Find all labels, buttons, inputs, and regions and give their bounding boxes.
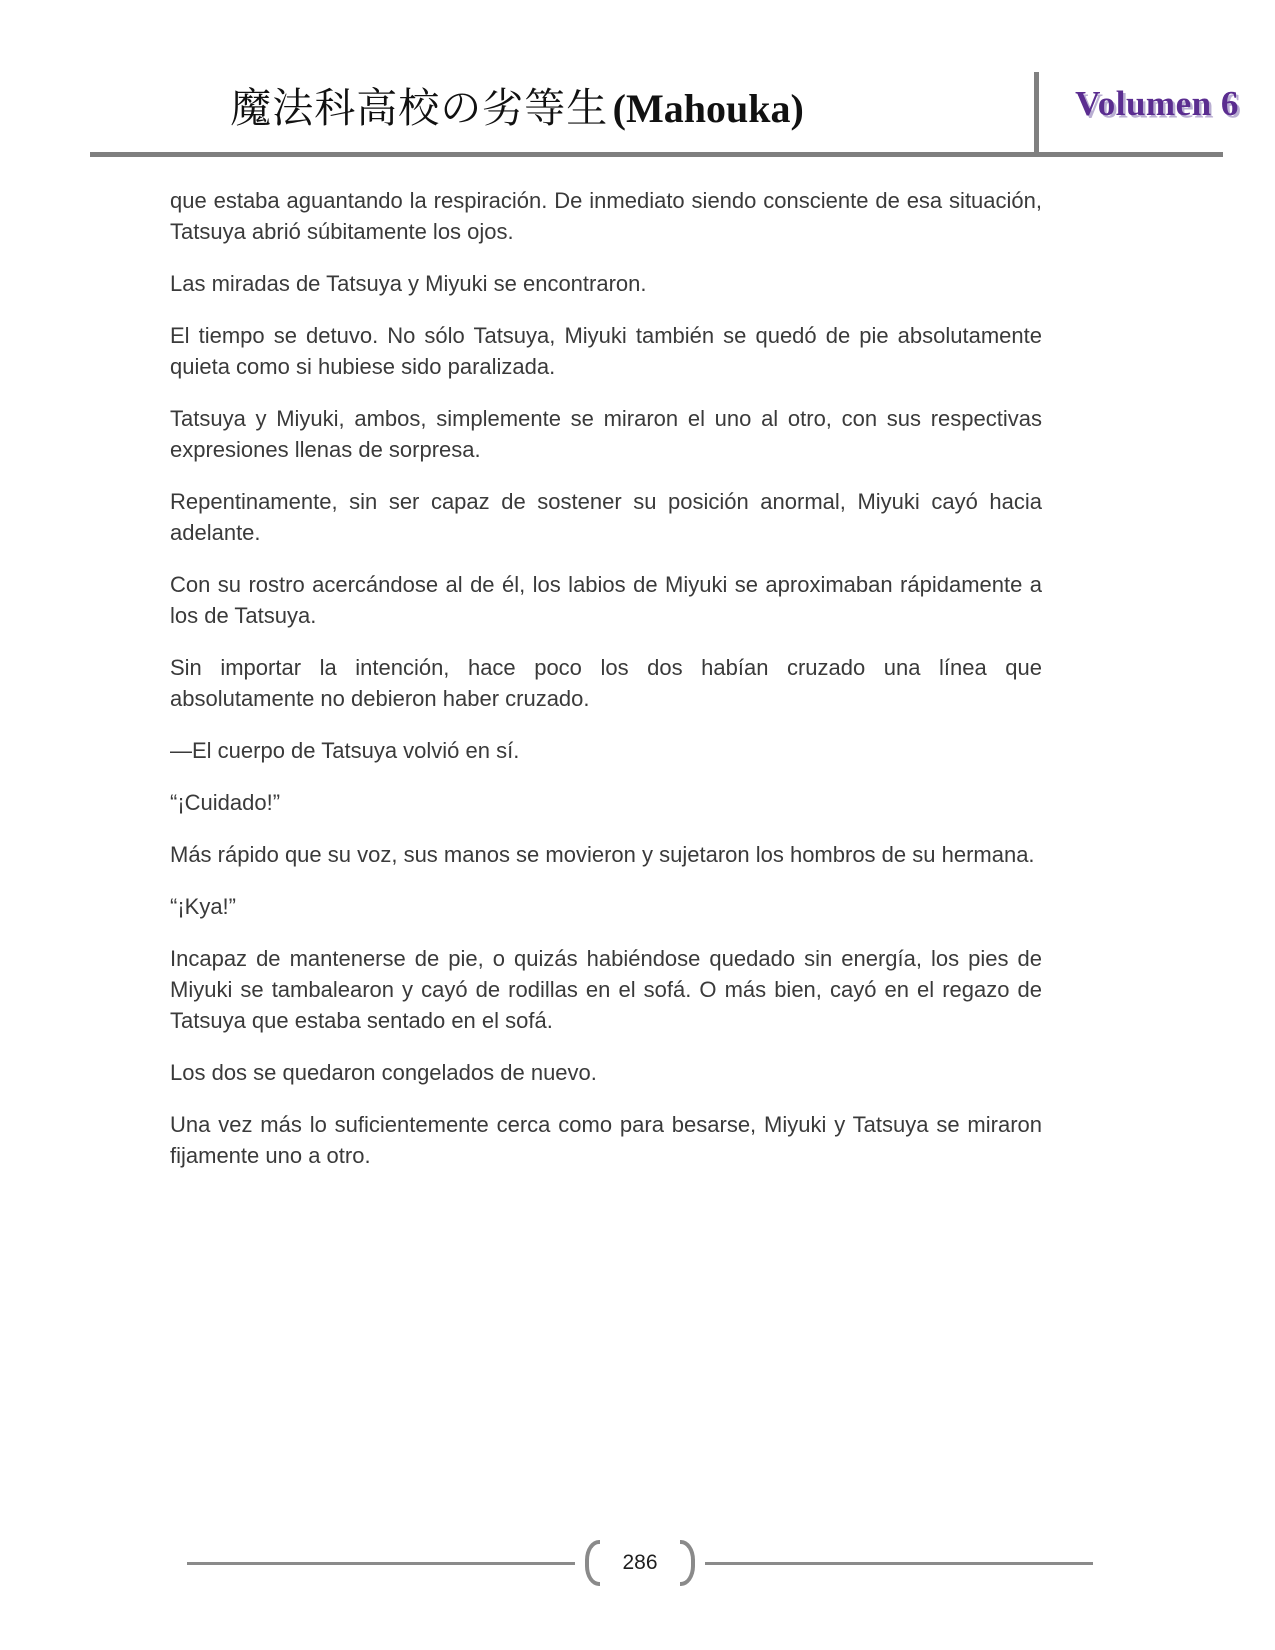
paragraph: que estaba aguantando la respiración. De inmediato siendo consciente de esa situación, Tatsuya abrió súbitamente los ojos.	[170, 188, 1042, 244]
page-number: 286	[622, 1551, 658, 1574]
paragraph: Los dos se quedaron congelados de nuevo.	[170, 1060, 597, 1085]
paragraph: El tiempo se detuvo. No sólo Tatsuya, Miyuki también se quedó de pie absolutamente quieta como si hubiese sido paralizada.	[170, 323, 1042, 379]
header-row	[0, 0, 1275, 152]
paragraph: “¡Cuidado!”	[170, 790, 281, 815]
paragraph: —El cuerpo de Tatsuya volvió en sí.	[170, 738, 520, 763]
page-header	[0, 0, 1275, 157]
paragraph: Con su rostro acercándose al de él, los labios de Miyuki se aproximaban rápidamente a los de Tatsuya.	[170, 572, 1042, 628]
book-title-romanized: (Mahouka)	[612, 86, 804, 131]
page-number-bracket-left-icon	[585, 1540, 600, 1586]
body-text	[170, 185, 1042, 1192]
paragraph: Más rápido que su voz, sus manos se movieron y sujetaron los hombros de su hermana.	[170, 842, 1035, 867]
footer-line-right	[705, 1562, 1093, 1565]
paragraph: Repentinamente, sin ser capaz de sostener su posición anormal, Miyuki cayó hacia adelante.	[170, 489, 1042, 545]
book-title	[0, 75, 1034, 152]
header-rule	[90, 152, 1223, 157]
volume-badge	[1039, 84, 1275, 152]
footer-line-left	[187, 1562, 575, 1565]
paragraph: Tatsuya y Miyuki, ambos, simplemente se miraron el uno al otro, con sus respectivas expresiones llenas de sorpresa.	[170, 406, 1042, 462]
paragraph: Sin importar la intención, hace poco los dos habían cruzado una línea que absolutamente no debieron haber cruzado.	[170, 655, 1042, 711]
page-footer	[187, 1537, 1093, 1589]
paragraph: Incapaz de mantenerse de pie, o quizás habiéndose quedado sin energía, los pies de Miyuki se tambalearon y cayó de rodillas en el sofá. O más bien, cayó en el regazo de Tatsuya que estaba sentado en el sofá.	[170, 946, 1042, 1033]
book-title-japanese: 魔法科高校の劣等生	[230, 85, 609, 131]
page-number-bracket-right-icon	[680, 1540, 695, 1586]
paragraph: “¡Kya!”	[170, 894, 236, 919]
paragraph: Una vez más lo suficientemente cerca como para besarse, Miyuki y Tatsuya se miraron fijamente uno a otro.	[170, 1112, 1042, 1168]
volume-label: Volumen 6	[1075, 84, 1239, 123]
paragraph: Las miradas de Tatsuya y Miyuki se encontraron.	[170, 271, 647, 296]
